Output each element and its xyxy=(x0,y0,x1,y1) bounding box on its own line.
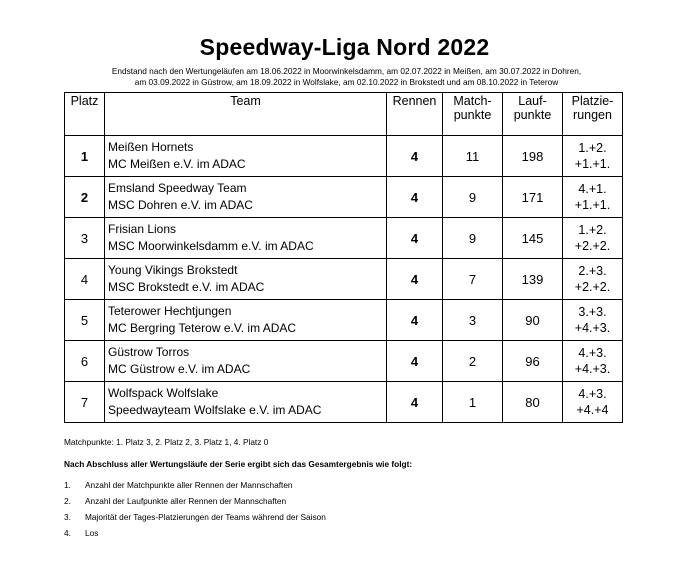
cell-team xyxy=(105,218,387,259)
page-title: Speedway-Liga Nord 2022 xyxy=(199,34,490,60)
tiebreak-criteria-list xyxy=(64,477,326,541)
subtitle xyxy=(60,66,633,88)
header-platzierungen: Platzie- rungen xyxy=(563,93,623,136)
cell-platzierungen: 4.+3. +4.+3. xyxy=(563,341,623,382)
cell-platzierungen: 1.+2. +1.+1. xyxy=(563,136,623,177)
club-name: MSC Moorwinkelsdamm e.V. im ADAC xyxy=(108,239,314,253)
cell-rennen: 4 xyxy=(387,177,443,218)
list-item-number: 3. xyxy=(64,512,71,522)
list-item xyxy=(64,493,326,509)
cell-platzierungen: 1.+2. +2.+2. xyxy=(563,218,623,259)
cell-matchpunkte: 9 xyxy=(443,177,503,218)
list-item-number: 2. xyxy=(64,496,71,506)
list-item xyxy=(64,525,326,541)
club-name: MC Bergring Teterow e.V. im ADAC xyxy=(108,321,297,335)
cell-matchpunkte: 2 xyxy=(443,341,503,382)
cell-laufpunkte: 171 xyxy=(503,177,563,218)
club-name: MC Güstrow e.V. im ADAC xyxy=(108,362,251,376)
cell-platzierungen: 2.+3. +2.+2. xyxy=(563,259,623,300)
table-row xyxy=(65,382,623,423)
cell-team xyxy=(105,136,387,177)
cell-platz: 5 xyxy=(65,300,105,341)
cell-laufpunkte: 198 xyxy=(503,136,563,177)
cell-rennen: 4 xyxy=(387,300,443,341)
cell-matchpunkte: 11 xyxy=(443,136,503,177)
cell-platzierungen: 3.+3. +4.+3. xyxy=(563,300,623,341)
list-item-text: Majorität der Tages-Platzierungen der Teams während der Saison xyxy=(85,512,326,522)
cell-laufpunkte: 145 xyxy=(503,218,563,259)
club-name: MSC Brokstedt e.V. im ADAC xyxy=(108,280,265,294)
list-item-text: Anzahl der Matchpunkte aller Rennen der Mannschaften xyxy=(85,480,293,490)
cell-laufpunkte: 80 xyxy=(503,382,563,423)
cell-platz: 4 xyxy=(65,259,105,300)
cell-matchpunkte: 3 xyxy=(443,300,503,341)
cell-matchpunkte: 1 xyxy=(443,382,503,423)
cell-platz: 3 xyxy=(65,218,105,259)
list-item xyxy=(64,509,326,525)
list-item xyxy=(64,477,326,493)
cell-rennen: 4 xyxy=(387,259,443,300)
cell-team xyxy=(105,300,387,341)
standings-table xyxy=(64,92,623,423)
cell-matchpunkte: 9 xyxy=(443,218,503,259)
cell-laufpunkte: 90 xyxy=(503,300,563,341)
cell-rennen: 4 xyxy=(387,382,443,423)
team-name: Wolfspack Wolfslake xyxy=(108,386,219,400)
club-name: Speedwayteam Wolfslake e.V. im ADAC xyxy=(108,403,322,417)
team-name: Emsland Speedway Team xyxy=(108,181,247,195)
table-row xyxy=(65,218,623,259)
cell-rennen: 4 xyxy=(387,136,443,177)
subtitle-line: am 03.09.2022 in Güstrow, am 18.09.2022 in Wolfslake, am 02.10.2022 in Brokstedt und am 08.10.2022 in Teterow xyxy=(134,77,559,87)
matchpunkte-note: Matchpunkte: 1. Platz 3, 2. Platz 2, 3. Platz 1, 4. Platz 0 xyxy=(64,437,269,447)
subtitle-line: Endstand nach den Wertungeläufen am 18.06.2022 in Moorwinkelsdamm, am 02.07.2022 in Meißen, am 30.07.2022 in Dohren, xyxy=(111,66,582,76)
cell-team xyxy=(105,382,387,423)
cell-matchpunkte: 7 xyxy=(443,259,503,300)
team-name: Young Vikings Brokstedt xyxy=(108,263,238,277)
list-item-number: 4. xyxy=(64,528,71,538)
cell-team xyxy=(105,341,387,382)
club-name: MSC Dohren e.V. im ADAC xyxy=(108,198,253,212)
cell-platz: 1 xyxy=(65,136,105,177)
cell-platzierungen: 4.+1. +1.+1. xyxy=(563,177,623,218)
header-team: Team xyxy=(105,93,387,136)
table-row xyxy=(65,259,623,300)
header-laufpunkte: Lauf- punkte xyxy=(503,93,563,136)
table-row xyxy=(65,300,623,341)
cell-team xyxy=(105,259,387,300)
cell-rennen: 4 xyxy=(387,341,443,382)
table-row xyxy=(65,177,623,218)
team-name: Teterower Hechtjungen xyxy=(108,304,232,318)
header-matchpunkte: Match- punkte xyxy=(443,93,503,136)
cell-team xyxy=(105,177,387,218)
team-name: Meißen Hornets xyxy=(108,140,194,154)
summary-heading: Nach Abschluss aller Wertungsläufe der Serie ergibt sich das Gesamtergebnis wie folgt: xyxy=(64,459,413,469)
table-row xyxy=(65,341,623,382)
cell-laufpunkte: 139 xyxy=(503,259,563,300)
cell-platz: 2 xyxy=(65,177,105,218)
cell-platz: 7 xyxy=(65,382,105,423)
list-item-number: 1. xyxy=(64,480,71,490)
cell-platz: 6 xyxy=(65,341,105,382)
header-rennen: Rennen xyxy=(387,93,443,136)
team-name: Frisian Lions xyxy=(108,222,177,236)
cell-laufpunkte: 96 xyxy=(503,341,563,382)
cell-platzierungen: 4.+3. +4.+4 xyxy=(563,382,623,423)
list-item-text: Los xyxy=(85,528,99,538)
team-name: Güstrow Torros xyxy=(108,345,190,359)
table-row xyxy=(65,136,623,177)
header-platz: Platz xyxy=(65,93,105,136)
table-header-row xyxy=(65,93,623,136)
club-name: MC Meißen e.V. im ADAC xyxy=(108,157,246,171)
list-item-text: Anzahl der Laufpunkte aller Rennen der Mannschaften xyxy=(85,496,287,506)
cell-rennen: 4 xyxy=(387,218,443,259)
